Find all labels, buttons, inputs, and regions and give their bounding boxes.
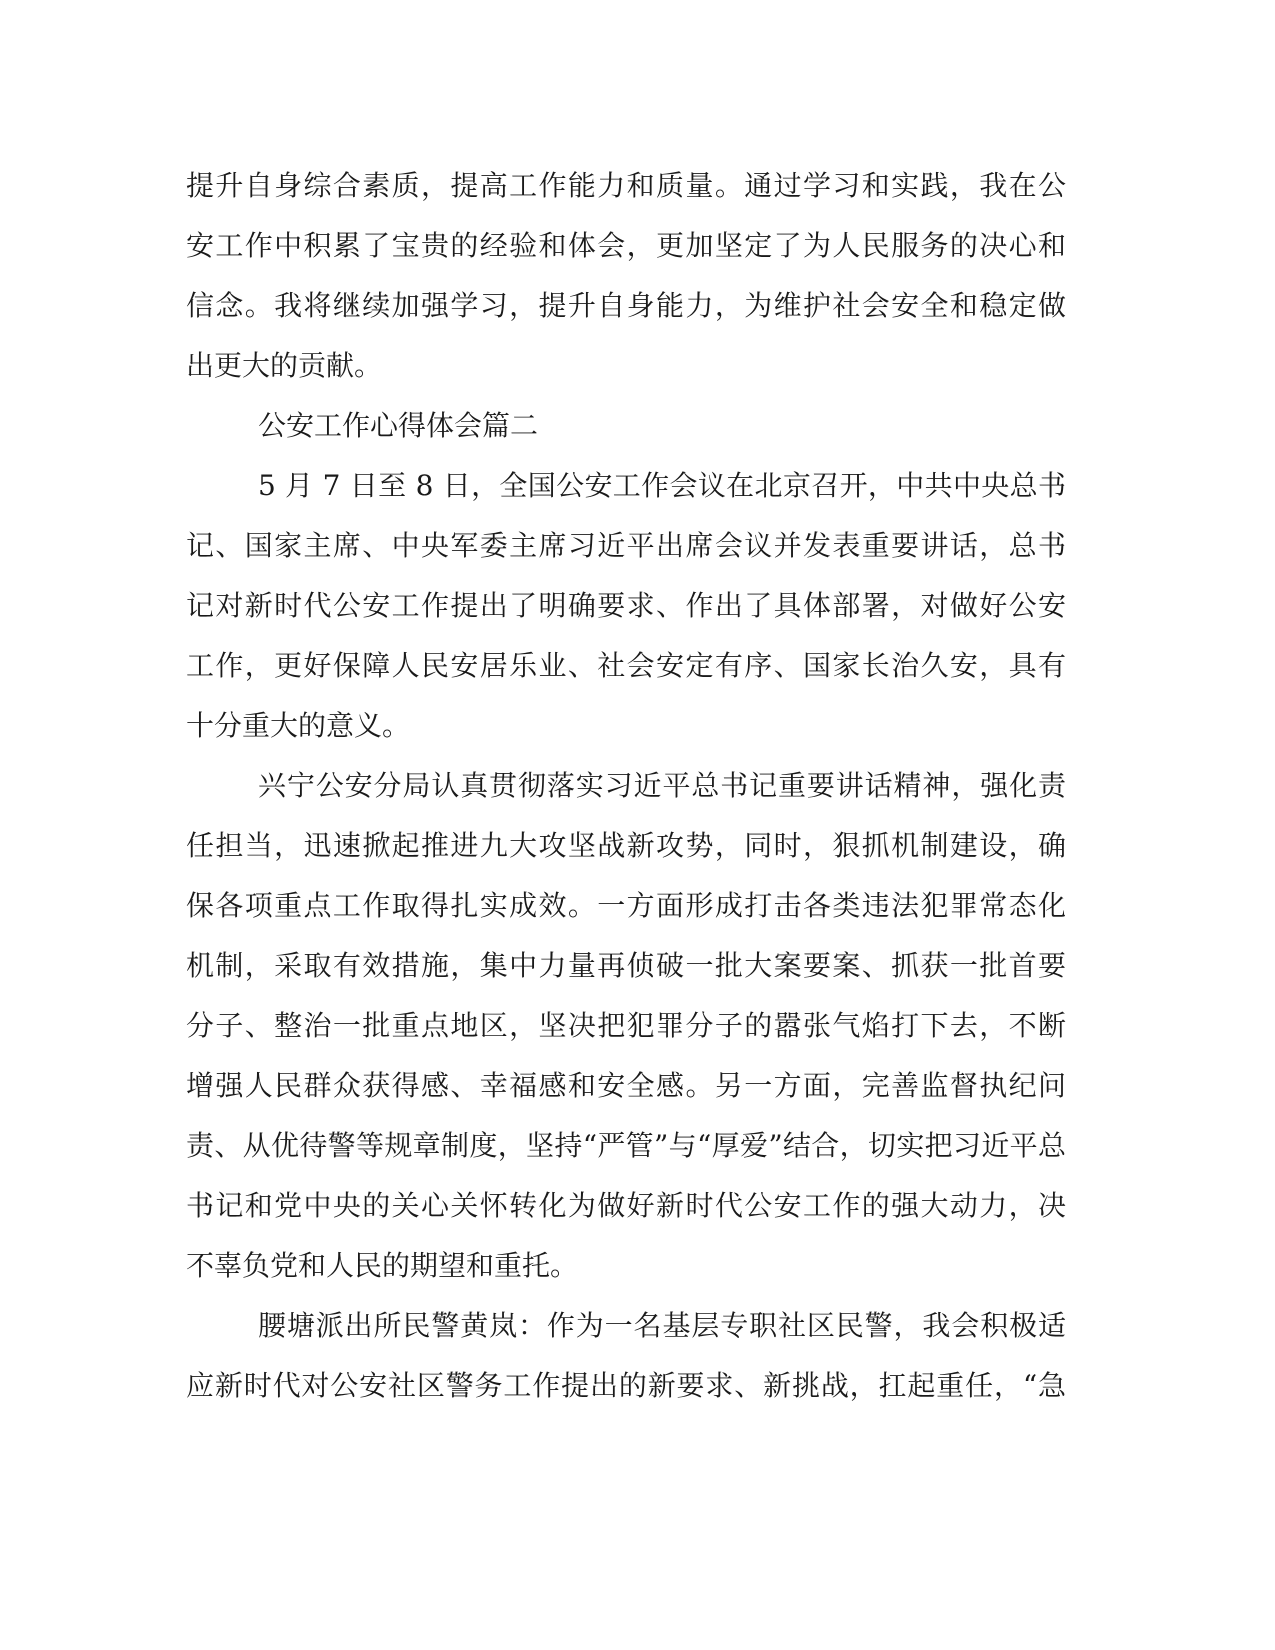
document-body [186, 156, 1066, 1416]
text-line: 信念。我将继续加强学习，提升自身能力，为维护社会安全和稳定做 [186, 289, 1066, 322]
text-line: 不辜负党和人民的期望和重托。 [186, 1249, 579, 1282]
text-line: 记、国家主席、中央军委主席习近平出席会议并发表重要讲话，总书 [186, 529, 1066, 562]
text-line: 工作，更好保障人民安居乐业、社会安定有序、国家长治久安，具有 [186, 649, 1066, 682]
text-line: 任担当，迅速掀起推进九大攻坚战新攻势，同时，狠抓机制建设，确 [186, 829, 1066, 862]
text-line: 保各项重点工作取得扎实成效。一方面形成打击各类违法犯罪常态化 [186, 889, 1066, 922]
text-line: 腰塘派出所民警黄岚：作为一名基层专职社区民警，我会积极适 [258, 1309, 1066, 1342]
section-heading [186, 396, 1066, 456]
text-line: 记对新时代公安工作提出了明确要求、作出了具体部署，对做好公安 [186, 589, 1066, 622]
heading-text: 公安工作心得体会篇二 [258, 409, 539, 442]
text-line: 应新时代对公安社区警务工作提出的新要求、新挑战，扛起重任，“急 [186, 1369, 1066, 1402]
paragraph-xingning [186, 756, 1066, 1296]
text-line: 提升自身综合素质，提高工作能力和质量。通过学习和实践，我在公 [186, 169, 1066, 202]
text-line: 十分重大的意义。 [186, 709, 411, 742]
text-line: 5 月 7 日至 8 日，全国公安工作会议在北京召开，中共中央总书 [258, 469, 1066, 502]
text-line: 出更大的贡献。 [186, 349, 383, 382]
text-line: 书记和党中央的关心关怀转化为做好新时代公安工作的强大动力，决 [186, 1189, 1066, 1222]
text-line: 机制，采取有效措施，集中力量再侦破一批大案要案、抓获一批首要 [186, 949, 1066, 982]
paragraph-continuation [186, 156, 1066, 396]
text-line: 分子、整治一批重点地区，坚决把犯罪分子的嚣张气焰打下去，不断 [186, 1009, 1066, 1042]
paragraph-conference [186, 456, 1066, 756]
paragraph-yaotang [186, 1296, 1066, 1416]
text-line: 责、从优待警等规章制度，坚持“严管”与“厚爱”结合，切实把习近平总 [186, 1129, 1066, 1162]
text-line: 增强人民群众获得感、幸福感和安全感。另一方面，完善监督执纪问 [186, 1069, 1066, 1102]
text-line: 安工作中积累了宝贵的经验和体会，更加坚定了为人民服务的决心和 [186, 229, 1066, 262]
text-line: 兴宁公安分局认真贯彻落实习近平总书记重要讲话精神，强化责 [258, 769, 1066, 802]
